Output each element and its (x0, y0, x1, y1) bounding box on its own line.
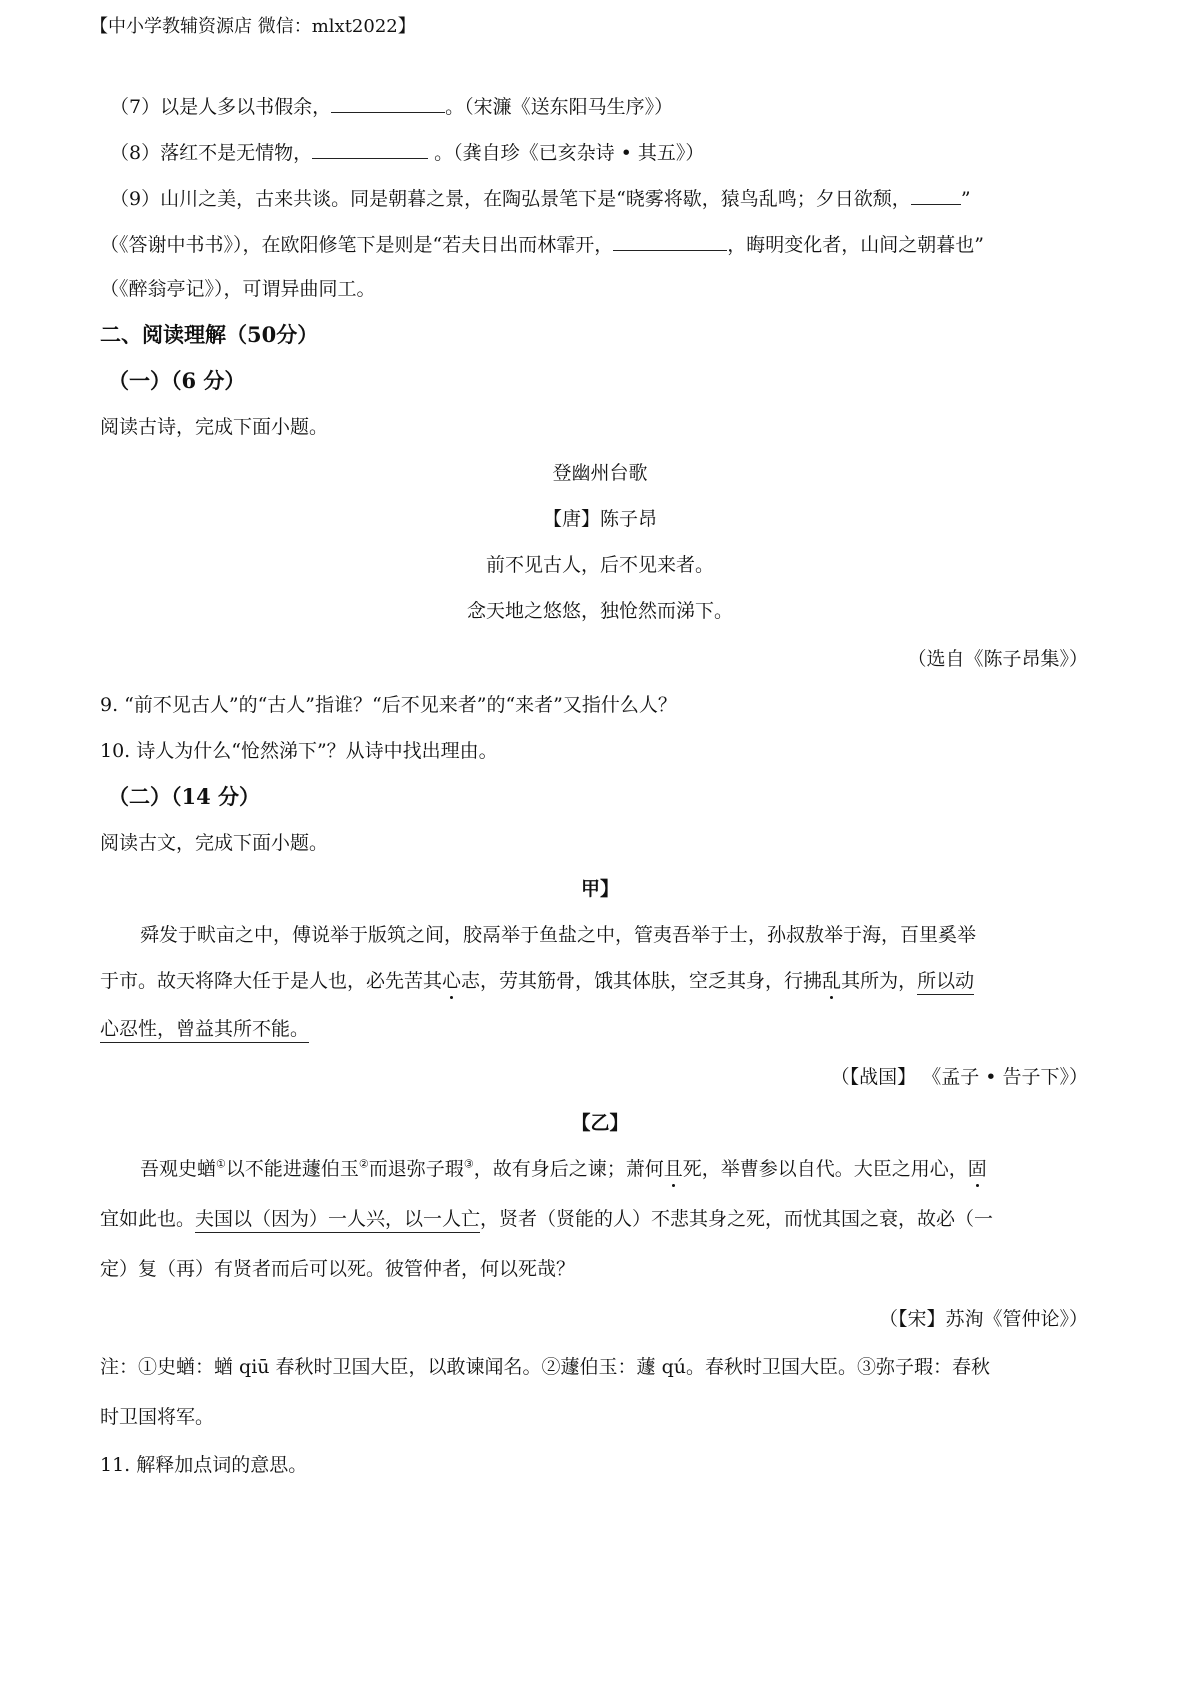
part-heading-1: （一）（6 分） (108, 368, 246, 393)
passage-yi-label: 【乙】 (571, 1112, 629, 1134)
passage-text: 于市。故天将降大任于是人也，必先苦其 (100, 970, 443, 992)
fill-item-7 (110, 92, 673, 120)
fill-item-9-line2 (100, 230, 984, 258)
passage-text: 其所为， (841, 970, 918, 992)
passage-yi-line-2 (100, 1206, 993, 1232)
poem-line-2: 念天地之悠悠，独怆然而涕下。 (466, 600, 733, 622)
section-title: 二、阅读理解（50分） (100, 322, 319, 347)
passage-jia-label: 甲】 (580, 878, 619, 900)
answer-blank[interactable] (911, 184, 961, 205)
fill-item-8-source: 。（龚自珍《已亥杂诗 • 其五》） (428, 142, 705, 164)
part-heading-2: （二）（14 分） (108, 784, 261, 809)
passage-text: 志，劳其筋骨，饿其体肤，空乏其身，行拂 (461, 970, 823, 992)
poem-source: （选自《陈子昂集》） (907, 648, 1088, 670)
footnote-marker: ③ (463, 1157, 474, 1171)
answer-blank[interactable] (613, 230, 727, 251)
dotted-word: 固 (967, 1158, 987, 1180)
dotted-word: 乱 (822, 970, 842, 992)
answer-blank[interactable] (331, 92, 445, 113)
passage-text: 吾观史 (140, 1158, 198, 1180)
passage-text: 以不能进蘧伯玉 (225, 1158, 359, 1180)
poem-line-1: 前不见古人，后不见来者。 (485, 554, 714, 576)
dotted-word: 且 (663, 1158, 683, 1180)
fill-item-7-source: 。（宋濂《送东阳马生序》） (445, 96, 674, 118)
passage-yi-source: （【宋】苏洵《管仲论》） (878, 1308, 1088, 1330)
poem-title: 登幽州台歌 (552, 462, 648, 484)
fill-item-9-line3: （《醉翁亭记》），可谓异曲同工。 (100, 278, 376, 300)
part-instruction-2: 阅读古文，完成下面小题。 (100, 832, 329, 854)
passage-text: ，故有身后之谏；萧何 (473, 1158, 664, 1180)
fill-item-7-text: （7）以是人多以书假余， (110, 96, 332, 118)
dotted-word: 心 (442, 970, 462, 992)
notes-line-2: 时卫国将军。 (100, 1406, 215, 1428)
footnote-marker: ② (358, 1157, 369, 1171)
passage-jia-line-1: 舜发于畎亩之中，傅说举于版筑之间，胶鬲举于鱼盐之中，管夷吾举于士，孙叔敖举于海，百里奚举 (140, 924, 977, 946)
part-instruction-1: 阅读古诗，完成下面小题。 (100, 416, 329, 438)
fill-item-8-text: （8）落红不是无情物， (110, 142, 313, 164)
underlined-sentence: 心忍性，曾益其所不能。 (100, 1018, 309, 1043)
fill-item-9-line1 (110, 184, 971, 212)
header-watermark: 【中小学教辅资源店 微信：mlxt2022】 (90, 16, 416, 37)
fill-item-9-text: （《答谢中书书》），在欧阳修笔下是则是“若夫日出而林霏开， (100, 234, 614, 256)
answer-blank[interactable] (312, 138, 428, 159)
closing-quote: ” (960, 188, 971, 210)
passage-jia-line-3 (100, 1016, 309, 1042)
footnote-marker: ① (216, 1157, 226, 1171)
passage-jia-line-2 (100, 968, 974, 994)
question-9: 9. “前不见古人”的“古人”指谁？“后不见来者”的“来者”又指什么人？ (100, 694, 677, 716)
notes-line-1: 注：①史蝤：蝤 qiū 春秋时卫国大臣，以敢谏闻名。②蘧伯玉：蘧 qú。春秋时卫国大臣。③弥子瑕：春秋 (100, 1356, 990, 1378)
question-11: 11. 解释加点词的意思。 (100, 1454, 308, 1476)
passage-text: 宜如此也。 (100, 1208, 196, 1230)
passage-text: 而退弥子瑕 (368, 1158, 464, 1180)
passage-yi-line-1 (140, 1156, 987, 1182)
underlined-sentence: 所以动 (917, 970, 974, 995)
poem-author: 【唐】陈子昂 (542, 508, 657, 530)
passage-text: 死，举曹参以自代。大臣之用心， (682, 1158, 968, 1180)
passage-text: ，贤者（贤能的人）不悲其身之死，而忧其国之衰，故必（一 (480, 1208, 994, 1230)
passage-yi-line-3: 定）复（再）有贤者而后可以死。彼管仲者，何以死哉？ (100, 1258, 576, 1280)
passage-text: 蝤 (197, 1158, 217, 1180)
fill-item-8 (110, 138, 704, 166)
passage-jia-source: （【战国】 《孟子 • 告子下》） (830, 1066, 1088, 1088)
fill-item-9-text: ，晦明变化者，山间之朝暮也” (727, 234, 984, 256)
underlined-sentence: 夫国以（因为）一人兴，以一人亡 (195, 1208, 480, 1233)
question-10: 10. 诗人为什么“怆然涕下”？从诗中找出理由。 (100, 740, 498, 762)
fill-item-9-text: （9）山川之美，古来共谈。同是朝暮之景，在陶弘景笔下是“晓雾将歇，猿鸟乱鸣；夕日欲颓， (110, 188, 911, 210)
